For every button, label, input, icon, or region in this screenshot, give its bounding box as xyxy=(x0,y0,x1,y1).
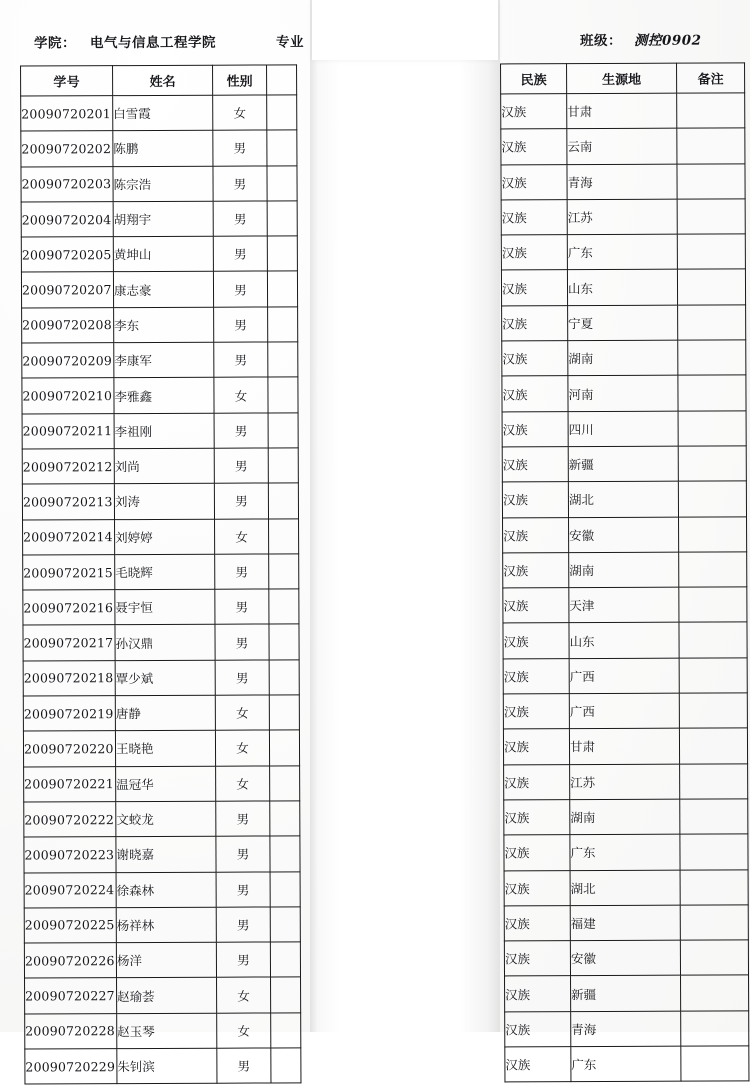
table-row xyxy=(503,622,747,658)
cell-student-id: 20090720208 xyxy=(22,307,114,343)
cell-student-id: 20090720222 xyxy=(24,802,116,838)
cell-sex: 男 xyxy=(216,836,270,872)
cell-remark xyxy=(679,622,747,658)
class-label: 班级： xyxy=(579,32,622,50)
cell-origin: 安徽 xyxy=(570,940,680,976)
cell-student-id: 20090720212 xyxy=(22,449,114,485)
cell-nation: 汉族 xyxy=(502,447,568,483)
table-row xyxy=(23,554,299,591)
cell-sex: 男 xyxy=(214,483,268,519)
cell-nation: 汉族 xyxy=(502,376,568,412)
cell-name: 杨洋 xyxy=(116,942,216,978)
cell-nation: 汉族 xyxy=(502,411,568,447)
cell-student-id: 20090720228 xyxy=(25,1013,117,1049)
cell-nation: 汉族 xyxy=(504,905,570,941)
table-row xyxy=(501,128,745,164)
major-label: 专业 xyxy=(275,34,304,51)
cell-student-id: 20090720207 xyxy=(21,272,113,308)
cell-name: 文蛟龙 xyxy=(116,801,216,837)
roster-table-right xyxy=(500,62,749,1082)
cell-sex: 男 xyxy=(215,660,269,696)
table-row xyxy=(23,518,299,555)
cell-remark xyxy=(679,516,747,552)
cell-nation: 汉族 xyxy=(504,835,570,871)
table-row xyxy=(22,413,298,450)
table-row xyxy=(501,163,745,199)
cell-remark xyxy=(677,128,745,164)
cell-nation: 汉族 xyxy=(503,729,569,765)
cell-sex: 男 xyxy=(217,1048,271,1084)
cell-student-id: 20090720227 xyxy=(25,978,117,1014)
cell-nation: 汉族 xyxy=(503,658,569,694)
table-row xyxy=(21,236,297,273)
cell-remark xyxy=(677,234,745,270)
cell-origin: 新疆 xyxy=(571,976,681,1012)
cell-name: 康志豪 xyxy=(113,272,213,308)
table-row xyxy=(503,693,747,729)
cell-student-id: 20090720201 xyxy=(21,96,113,132)
table-row xyxy=(503,552,747,588)
class-value: 测控0902 xyxy=(633,32,702,49)
cell-name: 赵玉琴 xyxy=(117,1013,217,1049)
table-row xyxy=(21,130,297,167)
cell-name: 温冠华 xyxy=(116,766,216,802)
table-row xyxy=(25,1013,301,1050)
cell-nation: 汉族 xyxy=(503,694,569,730)
cell-partial xyxy=(267,165,297,200)
cell-name: 黄坤山 xyxy=(113,236,213,272)
cell-nation: 汉族 xyxy=(502,305,568,341)
cell-sex: 女 xyxy=(213,95,267,131)
cell-name: 毛晓辉 xyxy=(115,554,215,590)
table-row xyxy=(504,764,748,800)
cell-sex: 女 xyxy=(215,695,269,731)
cell-origin: 广东 xyxy=(570,834,680,870)
table-row xyxy=(504,940,748,976)
cell-sex: 男 xyxy=(213,236,267,272)
table-row xyxy=(22,342,298,379)
table-row xyxy=(24,801,300,838)
cell-student-id: 20090720213 xyxy=(22,484,114,520)
table-row xyxy=(24,765,300,802)
cell-name: 赵瑜荟 xyxy=(117,978,217,1014)
cell-partial xyxy=(269,518,299,553)
cell-partial xyxy=(270,801,300,836)
table-row xyxy=(24,907,300,944)
cell-student-id: 20090720217 xyxy=(23,625,115,661)
cell-student-id: 20090720218 xyxy=(23,660,115,696)
cell-remark xyxy=(678,340,746,376)
table-row xyxy=(502,340,746,376)
cell-partial xyxy=(270,765,300,800)
cell-student-id: 20090720225 xyxy=(24,907,116,943)
cell-remark xyxy=(680,905,748,941)
table-row xyxy=(23,695,299,732)
cell-partial xyxy=(268,307,298,342)
cell-student-id: 20090720205 xyxy=(21,237,113,273)
cell-nation: 汉族 xyxy=(505,1011,571,1047)
cell-remark xyxy=(680,834,748,870)
table-row xyxy=(21,201,297,238)
cell-sex: 男 xyxy=(216,907,270,943)
cell-nation: 汉族 xyxy=(504,800,570,836)
table-row xyxy=(503,587,747,623)
table-header-row xyxy=(501,63,745,94)
cell-name: 谢晓嘉 xyxy=(116,836,216,872)
cell-remark xyxy=(678,305,746,341)
cell-sex: 女 xyxy=(217,1013,271,1049)
cell-student-id: 20090720209 xyxy=(22,343,114,379)
cell-remark xyxy=(679,552,747,588)
cell-nation: 汉族 xyxy=(501,270,567,306)
cell-remark xyxy=(680,940,748,976)
table-row xyxy=(22,307,298,344)
cell-student-id: 20090720220 xyxy=(23,731,115,767)
cell-partial xyxy=(270,942,300,977)
cell-sex: 男 xyxy=(215,624,269,660)
column-header-sex: 性别 xyxy=(213,65,267,95)
cell-partial xyxy=(270,871,300,906)
column-header-student-id: 学号 xyxy=(21,66,113,96)
cell-origin: 广东 xyxy=(571,1046,681,1082)
cell-student-id: 20090720226 xyxy=(24,943,116,979)
cell-name: 聂宇恒 xyxy=(115,589,215,625)
cell-partial xyxy=(269,589,299,624)
cell-nation: 汉族 xyxy=(501,200,567,236)
cell-origin: 山东 xyxy=(567,270,677,306)
cell-remark xyxy=(681,1046,749,1082)
table-row xyxy=(504,905,748,941)
cell-nation: 汉族 xyxy=(501,164,567,200)
cell-origin: 广西 xyxy=(569,658,679,694)
cell-sex: 男 xyxy=(214,448,268,484)
table-row xyxy=(501,269,745,305)
table-row xyxy=(502,446,746,482)
table-row xyxy=(23,730,299,767)
cell-partial xyxy=(268,483,298,518)
cell-nation: 汉族 xyxy=(503,553,569,589)
cell-nation: 汉族 xyxy=(504,941,570,977)
table-row xyxy=(22,377,298,414)
table-row xyxy=(503,516,747,552)
cell-name: 李祖刚 xyxy=(114,413,214,449)
table-row xyxy=(505,1011,749,1047)
column-header-name: 姓名 xyxy=(113,65,213,95)
table-row xyxy=(24,836,300,873)
cell-name: 李雅鑫 xyxy=(114,378,214,414)
table-row xyxy=(25,1048,301,1085)
cell-origin: 湖北 xyxy=(568,481,678,517)
cell-nation: 汉族 xyxy=(505,976,571,1012)
cell-remark xyxy=(678,375,746,411)
cell-sex: 男 xyxy=(213,201,267,237)
cell-remark xyxy=(681,975,749,1011)
table-row xyxy=(23,660,299,697)
cell-nation: 汉族 xyxy=(504,764,570,800)
cell-sex: 男 xyxy=(215,554,269,590)
cell-sex: 男 xyxy=(213,166,267,202)
cell-origin: 福建 xyxy=(570,905,680,941)
cell-student-id: 20090720219 xyxy=(23,696,115,732)
cell-partial xyxy=(267,201,297,236)
cell-student-id: 20090720203 xyxy=(21,166,113,202)
cell-nation: 汉族 xyxy=(503,623,569,659)
cell-student-id: 20090720229 xyxy=(25,1049,117,1085)
roster-table-left xyxy=(20,64,301,1085)
cell-remark xyxy=(677,269,745,305)
table-row xyxy=(22,448,298,485)
table-row xyxy=(25,977,301,1014)
cell-origin: 山东 xyxy=(569,623,679,659)
cell-partial xyxy=(270,836,300,871)
cell-student-id: 20090720216 xyxy=(23,590,115,626)
cell-origin: 江苏 xyxy=(570,764,680,800)
document-header xyxy=(0,22,748,55)
table-row xyxy=(501,93,745,129)
cell-origin: 安徽 xyxy=(569,517,679,553)
cell-remark xyxy=(677,199,745,235)
column-header-remark: 备注 xyxy=(677,63,745,93)
cell-partial xyxy=(268,342,298,377)
cell-student-id: 20090720224 xyxy=(24,872,116,908)
cell-name: 白雪霞 xyxy=(113,95,213,131)
cell-student-id: 20090720223 xyxy=(24,837,116,873)
class-field xyxy=(580,29,702,50)
cell-origin: 湖南 xyxy=(570,799,680,835)
college-field xyxy=(34,31,216,52)
table-row xyxy=(505,975,749,1011)
cell-nation: 汉族 xyxy=(503,517,569,553)
table-row xyxy=(503,728,747,764)
cell-remark xyxy=(679,658,747,694)
cell-nation: 汉族 xyxy=(505,1047,571,1083)
cell-partial xyxy=(269,660,299,695)
cell-name: 李东 xyxy=(114,307,214,343)
cell-origin: 青海 xyxy=(571,1011,681,1047)
cell-origin: 宁夏 xyxy=(568,305,678,341)
cell-name: 唐静 xyxy=(115,695,215,731)
cell-nation: 汉族 xyxy=(504,870,570,906)
cell-name: 朱钊滨 xyxy=(117,1048,217,1084)
cell-origin: 湖北 xyxy=(570,870,680,906)
cell-origin: 河南 xyxy=(568,376,678,412)
table-row xyxy=(21,95,297,132)
cell-sex: 男 xyxy=(213,130,267,166)
cell-sex: 女 xyxy=(216,766,270,802)
cell-student-id: 20090720204 xyxy=(21,202,113,238)
cell-name: 胡翔宇 xyxy=(113,201,213,237)
cell-remark xyxy=(681,1011,749,1047)
cell-partial xyxy=(268,377,298,412)
cell-remark xyxy=(679,587,747,623)
table-row xyxy=(502,375,746,411)
cell-partial xyxy=(268,448,298,483)
cell-sex: 男 xyxy=(216,871,270,907)
cell-partial xyxy=(267,130,297,165)
cell-sex: 男 xyxy=(216,801,270,837)
cell-origin: 湖南 xyxy=(569,552,679,588)
cell-remark xyxy=(680,799,748,835)
cell-remark xyxy=(680,869,748,905)
table-row xyxy=(503,658,747,694)
cell-nation: 汉族 xyxy=(503,588,569,624)
column-header-origin: 生源地 xyxy=(567,63,677,93)
cell-sex: 女 xyxy=(214,377,268,413)
cell-origin: 天津 xyxy=(569,587,679,623)
table-row xyxy=(21,271,297,308)
cell-name: 徐森林 xyxy=(116,872,216,908)
cell-partial xyxy=(271,1013,301,1048)
cell-student-id: 20090720221 xyxy=(24,766,116,802)
cell-sex: 女 xyxy=(215,730,269,766)
cell-partial xyxy=(269,554,299,589)
table-row xyxy=(501,199,745,235)
cell-remark xyxy=(678,481,746,517)
cell-name: 刘尚 xyxy=(114,448,214,484)
cell-name: 陈鹏 xyxy=(113,131,213,167)
table-row xyxy=(22,483,298,520)
cell-sex: 男 xyxy=(216,942,270,978)
table-row xyxy=(504,834,748,870)
cell-remark xyxy=(680,764,748,800)
cell-partial xyxy=(269,730,299,765)
cell-sex: 男 xyxy=(215,589,269,625)
cell-sex: 男 xyxy=(213,271,267,307)
cell-name: 覃少斌 xyxy=(115,660,215,696)
cell-name: 李康军 xyxy=(114,342,214,378)
cell-origin: 云南 xyxy=(567,128,677,164)
cell-origin: 新疆 xyxy=(568,446,678,482)
cell-nation: 汉族 xyxy=(501,94,567,130)
cell-student-id: 20090720202 xyxy=(21,131,113,167)
cell-sex: 男 xyxy=(214,307,268,343)
cell-student-id: 20090720214 xyxy=(23,519,115,555)
table-row xyxy=(505,1046,749,1082)
cell-name: 刘婷婷 xyxy=(115,519,215,555)
table-row xyxy=(504,799,748,835)
table-row xyxy=(23,589,299,626)
cell-remark xyxy=(679,693,747,729)
table-row xyxy=(501,234,745,270)
cell-student-id: 20090720215 xyxy=(23,554,115,590)
college-value: 电气与信息工程学院 xyxy=(89,34,216,52)
cell-nation: 汉族 xyxy=(501,235,567,271)
cell-origin: 湖南 xyxy=(568,340,678,376)
cell-nation: 汉族 xyxy=(501,129,567,165)
cell-origin: 广东 xyxy=(567,234,677,270)
table-row xyxy=(21,165,297,202)
cell-name: 陈宗浩 xyxy=(113,166,213,202)
cell-remark xyxy=(679,728,747,764)
table-row xyxy=(504,869,748,905)
cell-nation: 汉族 xyxy=(502,341,568,377)
table-row xyxy=(502,411,746,447)
table-row xyxy=(502,305,746,341)
cell-origin: 四川 xyxy=(568,411,678,447)
cell-partial xyxy=(270,907,300,942)
cell-sex: 女 xyxy=(215,519,269,555)
cell-sex: 女 xyxy=(217,977,271,1013)
cell-sex: 男 xyxy=(214,342,268,378)
table-header-row xyxy=(21,65,297,96)
table-row xyxy=(23,624,299,661)
cell-partial xyxy=(269,624,299,659)
cell-name: 刘涛 xyxy=(114,483,214,519)
cell-partial xyxy=(271,1048,301,1083)
cell-origin: 甘肃 xyxy=(567,93,677,129)
column-header-nation: 民族 xyxy=(501,64,567,94)
cell-partial xyxy=(267,236,297,271)
cell-name: 王晓艳 xyxy=(115,731,215,767)
cell-remark xyxy=(678,446,746,482)
column-header-partial xyxy=(267,65,297,95)
cell-nation: 汉族 xyxy=(502,482,568,518)
cell-sex: 男 xyxy=(214,413,268,449)
cell-student-id: 20090720211 xyxy=(22,413,114,449)
cell-partial xyxy=(267,271,297,306)
cell-origin: 甘肃 xyxy=(569,729,679,765)
major-field xyxy=(276,30,304,50)
table-row xyxy=(24,871,300,908)
cell-remark xyxy=(678,411,746,447)
cell-partial xyxy=(267,95,297,130)
cell-partial xyxy=(269,695,299,730)
cell-origin: 青海 xyxy=(567,164,677,200)
cell-student-id: 20090720210 xyxy=(22,378,114,414)
cell-remark xyxy=(677,163,745,199)
table-row xyxy=(502,481,746,517)
cell-origin: 广西 xyxy=(569,693,679,729)
college-label: 学院： xyxy=(33,35,76,52)
cell-origin: 江苏 xyxy=(567,199,677,235)
cell-partial xyxy=(268,413,298,448)
cell-partial xyxy=(271,977,301,1012)
table-row xyxy=(24,942,300,979)
cell-remark xyxy=(677,93,745,129)
cell-name: 孙汉鼎 xyxy=(115,625,215,661)
cell-name: 杨祥林 xyxy=(116,907,216,943)
